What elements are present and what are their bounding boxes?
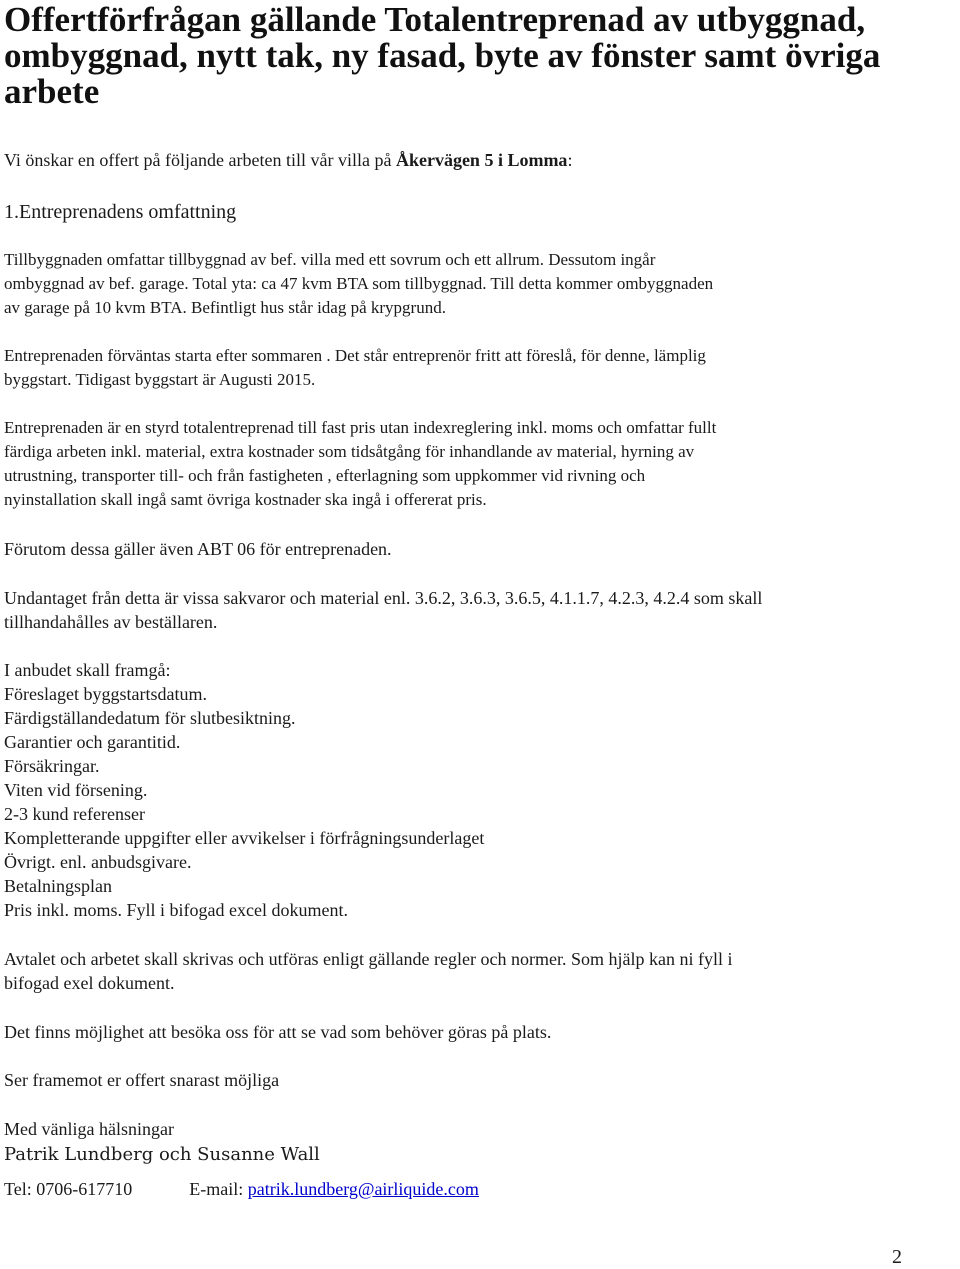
bid-requirement-item: Övrigt. enl. anbudsgivare. [4, 852, 192, 872]
contract-line-4: nyinstallation skall ingå samt övriga kostnader ska ingå i offererat pris. [4, 490, 487, 509]
contract-line-2: färdiga arbeten inkl. material, extra kostnader som tidsåtgång för inhandlande av material, hyrning av [4, 442, 695, 461]
agreement-line-1: Avtalet och arbetet skall skrivas och utföras enligt gällande regler och normer. Som hjälp kan ni fyll i [4, 949, 733, 969]
intro-paragraph [4, 148, 944, 172]
page-title: Offertförfrågan gällande Totalentreprenad av utbyggnad, ombyggnad, nytt tak, ny fasad, byte av fönster samt övriga arbete [4, 0, 881, 111]
bid-requirement-item: Viten vid försening. [4, 780, 148, 800]
bid-requirement-item: Föreslaget byggstartsdatum. [4, 684, 207, 704]
bid-requirement-item: Kompletterande uppgifter eller avvikelser i förfrågningsunderlaget [4, 828, 485, 848]
contract-line-3: utrustning, transporter till- och från fastigheten , efterlagning som uppkommer vid rivning och [4, 466, 646, 485]
bid-requirement-item: Pris inkl. moms. Fyll i bifogad excel dokument. [4, 900, 348, 920]
intro-suffix: : [567, 150, 573, 170]
intro-address: Åkervägen 5 i Lomma [395, 150, 568, 170]
bid-requirement-item: Betalningsplan [4, 876, 112, 896]
email-label: E-mail: [189, 1179, 248, 1199]
scope-line-3: av garage på 10 kvm BTA. Befintligt hus står idag på krypgrund. [4, 298, 446, 317]
bid-requirement-item: Försäkringar. [4, 756, 100, 776]
scope-line-1: Tillbyggnaden omfattar tillbyggnad av bef. villa med ett sovrum och ett allrum. Dessutom ingår [4, 250, 656, 269]
closing-request: Ser framemot er offert snarast möjliga [4, 1070, 280, 1090]
page-number: 2 [892, 1246, 902, 1268]
bid-requirement-item: Färdigställandedatum för slutbesiktning. [4, 708, 296, 728]
email-link[interactable]: patrik.lundberg@airliquide.com [247, 1179, 479, 1199]
start-line-1: Entreprenaden förväntas starta efter sommaren . Det står entreprenör fritt att föreslå, för denne, lämplig [4, 346, 706, 365]
bid-requirement-item: Garantier och garantitid. [4, 732, 181, 752]
scope-line-2: ombyggnad av bef. garage. Total yta: ca 47 kvm BTA som tillbyggnad. Till detta kommer ombyggnaden [4, 274, 714, 293]
visit-paragraph: Det finns möjlighet att besöka oss för att se vad som behöver göras på plats. [4, 1022, 552, 1042]
start-line-2: byggstart. Tidigast byggstart är Augusti 2015. [4, 370, 316, 389]
exceptions-line-1: Undantaget från detta är vissa sakvaror och material enl. 3.6.2, 3.6.3, 3.6.5, 4.1.1.7, 4.2.3, 4.2.4 som skall [4, 588, 763, 608]
signature: Patrik Lundberg och Susanne Wall [4, 1144, 320, 1165]
contract-line-1: Entreprenaden är en styrd totalentreprenad till fast pris utan indexreglering inkl. moms och omfattar fullt [4, 418, 717, 437]
bid-requirements-heading: I anbudet skall framgå: [4, 660, 171, 680]
greeting: Med vänliga hälsningar [4, 1119, 174, 1139]
phone-number: Tel: 0706-617710 [4, 1179, 133, 1199]
bid-requirement-item: 2-3 kund referenser [4, 804, 145, 824]
agreement-line-2: bifogad exel dokument. [4, 973, 175, 993]
abt-paragraph: Förutom dessa gäller även ABT 06 för entreprenaden. [4, 539, 392, 559]
contact-line [4, 1177, 944, 1201]
intro-prefix: Vi önskar en offert på följande arbeten till vår villa på [4, 150, 396, 170]
section-heading: 1.Entreprenadens omfattning [4, 201, 237, 223]
exceptions-line-2: tillhandahålles av beställaren. [4, 612, 218, 632]
